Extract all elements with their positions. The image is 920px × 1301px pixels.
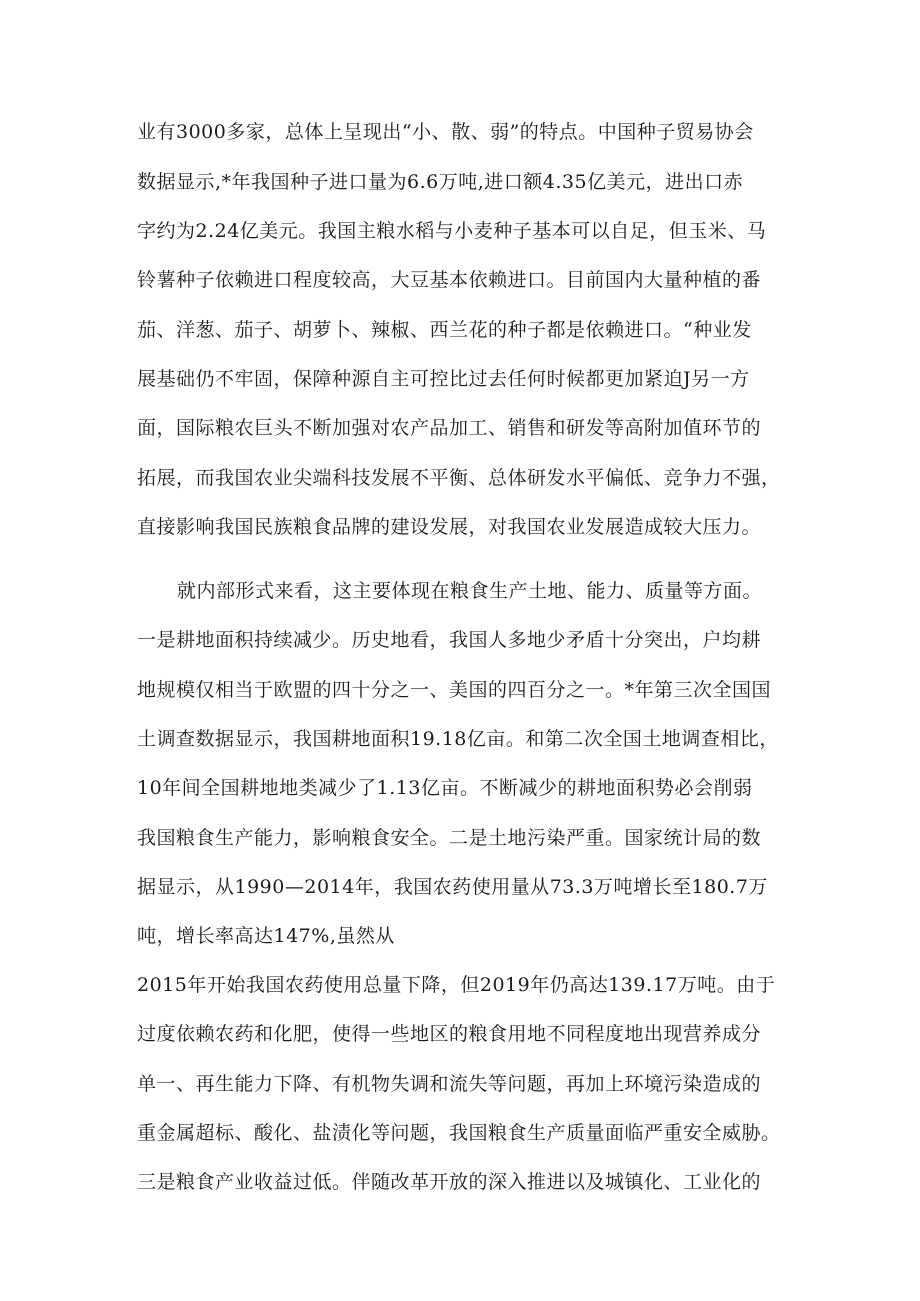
text-line: 据显示，从1990—2014年，我国农药使用量从73.3万吨增长至180.7万	[137, 876, 768, 898]
text-line: 数据显示,*年我国种子进口量为6.6万吨,进口额4.35亿美元，进出口赤	[137, 171, 744, 193]
text-line: 拓展，而我国农业尖端科技发展不平衡、总体研发水平偏低、竞争力不强，	[137, 467, 781, 489]
text-line: 单一、再生能力下降、有机物失调和流失等问题，再加上环境污染造成的	[137, 1073, 762, 1095]
text-line: 一是耕地面积持续减少。历史地看，我国人多地少矛盾十分突出，户均耕	[137, 629, 762, 651]
text-line: 10年间全国耕地地类减少了1.13亿亩。不断减少的耕地面积势必会削弱	[137, 777, 753, 799]
text-line: 三是粮食产业收益过低。伴随改革开放的深入推进以及城镇化、工业化的	[137, 1171, 762, 1193]
text-line: 字约为2.24亿美元。我国主粮水稻与小麦种子基本可以自足，但玉米、马	[137, 220, 767, 242]
text-line: 我国粮食生产能力，影响粮食安全。二是土地污染严重。国家统计局的数	[137, 827, 762, 849]
text-line: 2015年开始我国农药使用总量下降，但2019年仍高达139.17万吨。由于	[137, 974, 776, 996]
text-line: 吨，增长率高达147%,虽然从	[137, 925, 395, 947]
text-line: 铃薯种子依赖进口程度较高，大豆基本依赖进口。目前国内大量种植的番	[137, 269, 762, 291]
text-line: 展基础仍不牢固，保障种源自主可控比过去任何时候都更加紧迫J另一方	[137, 368, 750, 390]
text-line: 业有3000多家，总体上呈现出“小、散、弱”的特点。中国种子贸易协会	[137, 121, 754, 143]
text-line: 重金属超标、酸化、盐渍化等问题，我国粮食生产质量面临严重安全威胁。	[137, 1122, 781, 1144]
text-line: 地规模仅相当于欧盟的四十分之一、美国的四百分之一。*年第三次全国国	[137, 679, 772, 701]
text-line: 面，国际粮农巨头不断加强对农产品加工、销售和研发等高附加值环节的	[137, 417, 762, 439]
text-line: 土调查数据显示，我国耕地面积19.18亿亩。和第二次全国土地调查相比，	[137, 728, 779, 750]
text-line: 过度依赖农药和化肥，使得一些地区的粮食用地不同程度地出现营养成分	[137, 1023, 762, 1045]
text-line: 直接影响我国民族粮食品牌的建设发展，对我国农业发展造成较大压力。	[137, 516, 762, 538]
text-line: 茄、洋葱、茄子、胡萝卜、辣椒、西兰花的种子都是依赖进口。“种业发	[137, 319, 752, 341]
text-line: 就内部形式来看，这主要体现在粮食生产土地、能力、质量等方面。	[177, 580, 763, 602]
